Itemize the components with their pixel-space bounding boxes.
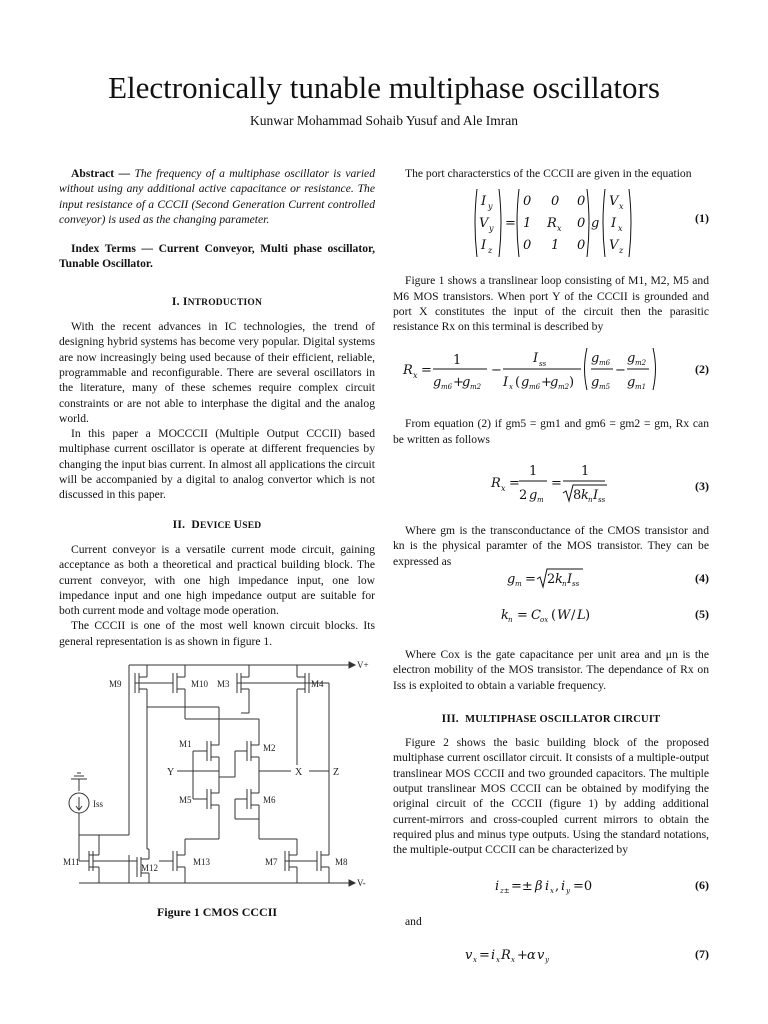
svg-text:0: 0 [523, 194, 532, 210]
svg-text:ss: ss [598, 496, 606, 505]
svg-text:+: + [541, 375, 552, 391]
index-terms: Index Terms — Current Conveyor, Multi phase oscillator, Tunable Oscillator. [59, 242, 375, 271]
and-text: and [405, 914, 422, 928]
svg-text:I: I [593, 488, 599, 504]
svg-text:g: g [627, 375, 636, 391]
svg-text:g: g [627, 351, 636, 367]
m10-label: M10 [191, 679, 209, 690]
svg-text:1: 1 [529, 464, 538, 480]
equation-5-formula [499, 601, 619, 627]
cox-paragraph: Where Cox is the gate capacitance per unit area and μn is the electron mobility of the MOS transistor. The dependance of Rx on Iss is exploited to obtain a variable frequency. [393, 647, 709, 692]
svg-text:2: 2 [519, 488, 528, 504]
equation-2 [393, 344, 709, 396]
svg-text:i: i [495, 878, 500, 894]
svg-text:n: n [508, 615, 513, 624]
svg-text:g: g [591, 351, 600, 367]
svg-text:m: m [537, 496, 544, 505]
m7-label: M7 [265, 857, 278, 868]
svg-text:): ) [585, 607, 591, 623]
svg-text:−: − [491, 363, 502, 379]
svg-text:=: = [517, 607, 528, 623]
y-label: Y [167, 767, 175, 779]
svg-text:m5: m5 [599, 383, 611, 392]
svg-text:m6: m6 [529, 383, 541, 392]
m2-label: M2 [263, 743, 276, 754]
svg-text:β: β [535, 878, 543, 894]
svg-text:V: V [609, 194, 619, 210]
svg-text:,: , [555, 878, 560, 894]
cmos-cccii-schematic [59, 659, 375, 895]
figure-1 [59, 659, 375, 920]
svg-text:n: n [588, 496, 593, 505]
m12-label: M12 [141, 863, 159, 874]
svg-text:=: = [551, 476, 562, 492]
svg-text:x: x [550, 886, 554, 895]
m1-label: M1 [179, 739, 192, 750]
svg-text:y: y [488, 202, 493, 212]
sec2-paragraph-1: Current conveyor is a versatile current mode circuit, gaining acceptance as both a theoretical and practical building block. The current conveyor, with one high impedance input, one low impedance input and one high impedance output are suitable for both current mode and voltage mode operation. [59, 542, 375, 618]
svg-text:=: = [509, 476, 520, 492]
svg-text:g: g [550, 375, 559, 391]
svg-text:I: I [503, 375, 509, 391]
equation-4 [393, 565, 709, 593]
translinear-loop-paragraph: Figure 1 shows a translinear loop consisting of M1, M2, M5 and M6 MOS transistors. When port Y of the CCCII is grounded and port X constitutes the input of the circuit then the parasitic resistance Rx on this terminal is described by [393, 274, 709, 334]
sec2-paragraph-2: The CCCII is one of the most well known circuit blocks. Its general representation is as shown in figure 1. [59, 619, 375, 648]
abstract-text: The frequency of a multiphase oscillator is varied without using any additional active capacitance or resistance. The input resistance of a CCCII (Second Generation Current controlled conveyor) is used as the changing parameter. [59, 167, 375, 226]
svg-text:R: R [501, 947, 511, 963]
svg-text:=±: =± [511, 878, 533, 894]
svg-text:/: / [571, 607, 576, 623]
svg-text:m1: m1 [635, 383, 647, 392]
svg-text:x: x [557, 224, 562, 234]
svg-text:V: V [479, 216, 489, 232]
svg-text:x: x [413, 371, 418, 381]
svg-text:I: I [481, 238, 487, 254]
svg-text:ss: ss [539, 360, 547, 369]
equation-5 [393, 601, 709, 629]
svg-text:I: I [567, 571, 573, 587]
equation-1-number: (1) [695, 211, 709, 226]
svg-text:+: + [453, 375, 464, 391]
svg-text:z±: z± [500, 886, 510, 895]
svg-text:I: I [533, 351, 539, 367]
svg-text:x: x [619, 202, 624, 212]
svg-text:g: g [521, 375, 530, 391]
svg-text:m2: m2 [635, 359, 647, 368]
equation-3-formula [489, 459, 639, 507]
svg-text:m: m [515, 579, 522, 588]
abstract-label: Abstract — [71, 167, 131, 180]
svg-text:=: = [525, 571, 536, 587]
equation-1-matrix [473, 185, 723, 261]
paper-title: Electronically tunable multiphase oscillators [108, 70, 660, 105]
svg-text:W: W [557, 607, 571, 623]
z-label: Z [333, 767, 340, 779]
svg-text:): ) [569, 375, 575, 391]
svg-text:v: v [537, 947, 545, 963]
iss-label: Iss [93, 799, 104, 810]
equation-2-number: (2) [695, 362, 709, 377]
equation-7-number: (7) [695, 946, 709, 961]
svg-text:R: R [491, 476, 501, 492]
svg-text:I: I [611, 216, 617, 232]
equation-6 [393, 872, 709, 900]
svg-text:(: ( [551, 607, 557, 623]
svg-text:k: k [581, 488, 589, 504]
svg-text:x: x [618, 224, 623, 234]
section-2-heading: II. DEVICE USED [172, 517, 262, 531]
svg-text:1: 1 [523, 216, 532, 232]
svg-text:=: = [505, 216, 516, 232]
svg-text:8: 8 [573, 488, 582, 504]
svg-text:L: L [577, 607, 586, 623]
svg-text:0: 0 [551, 194, 560, 210]
svg-text:x: x [511, 955, 515, 964]
m4-label: M4 [311, 679, 324, 690]
transconductance-paragraph: Where gm is the transconductance of the CMOS transistor and kn is the physical paramter of the MOS transistor. They can be expressed as [393, 524, 709, 568]
m13-label: M13 [193, 857, 211, 868]
svg-text:0: 0 [523, 238, 532, 254]
vminus-label: V- [357, 878, 366, 889]
m8-label: M8 [335, 857, 348, 868]
svg-text:n: n [562, 579, 567, 588]
m3-label: M3 [217, 679, 230, 690]
svg-text:R: R [403, 363, 413, 379]
sec1-paragraph-2: In this paper a MOCCCII (Multiple Output CCCII) based multiphase current oscillator is operate at different frequencies by changing the input bias current. In almost all applications the circuit will be accompanied by a digital to analog convertor which is not discussed in this paper. [59, 427, 375, 502]
svg-text:0: 0 [577, 194, 586, 210]
svg-text:m6: m6 [599, 359, 611, 368]
equation-3-number: (3) [695, 479, 709, 494]
m9-label: M9 [109, 679, 122, 690]
equation-7 [393, 941, 709, 969]
rx-derivation-paragraph: From equation (2) if gm5 = gm1 and gm6 = gm2 = gm, Rx can be written as follows [393, 417, 709, 446]
equation-3 [393, 459, 709, 509]
svg-text:0: 0 [577, 238, 586, 254]
svg-text:ox: ox [540, 615, 549, 624]
svg-text:1: 1 [551, 238, 560, 254]
svg-text:m2: m2 [558, 383, 570, 392]
vplus-label: V+ [357, 660, 369, 671]
svg-text:z: z [619, 246, 624, 256]
m6-label: M6 [263, 795, 276, 806]
svg-text:1: 1 [453, 353, 462, 369]
svg-text:x: x [501, 484, 506, 494]
svg-text:i: i [491, 947, 496, 963]
m5-label: M5 [179, 795, 192, 806]
svg-text:(: ( [515, 375, 521, 391]
svg-text:i: i [545, 878, 550, 894]
svg-text:1: 1 [581, 464, 590, 480]
svg-text:y: y [489, 224, 494, 234]
svg-text:g: g [507, 571, 516, 587]
svg-text:g: g [529, 488, 538, 504]
svg-text:m2: m2 [470, 383, 482, 392]
left-column [59, 166, 375, 920]
section-1-heading: I. INTRODUCTION [171, 294, 263, 308]
equation-7-formula [463, 941, 603, 967]
equation-5-number: (5) [695, 606, 709, 621]
svg-text:g: g [462, 375, 471, 391]
equation-6-formula [493, 872, 633, 898]
svg-text:x: x [509, 383, 513, 392]
svg-text:k: k [555, 571, 563, 587]
equation-1 [393, 181, 709, 257]
equation-4-number: (4) [695, 570, 709, 585]
m11-label: M11 [63, 857, 80, 868]
equation-2-formula [401, 344, 671, 394]
svg-text:i: i [561, 878, 566, 894]
svg-text:x: x [496, 955, 500, 964]
svg-text:k: k [501, 607, 509, 623]
svg-text:C: C [531, 607, 541, 623]
svg-text:g: g [591, 216, 600, 232]
svg-text:ss: ss [572, 579, 580, 588]
svg-text:g: g [433, 375, 442, 391]
svg-text:y: y [566, 886, 570, 895]
svg-text:2: 2 [547, 571, 556, 587]
svg-text:V: V [609, 238, 619, 254]
svg-text:R: R [547, 216, 557, 232]
x-label: X [295, 767, 303, 779]
svg-text:−: − [615, 363, 626, 379]
sec1-paragraph-1: With the recent advances in IC technologies, the trend of designing hybrid systems has become very popular. Digital systems are now increasingly being used because of their efficient, reliable, programmable and reconfigurable. There are several oscillators in the literature, many of these schemes require complex circuit constraints or are not able to interphase the digital and the analog world. [59, 320, 375, 425]
equation-6-number: (6) [695, 877, 709, 892]
right-column [393, 166, 709, 969]
svg-text:=: = [479, 947, 490, 963]
svg-text:v: v [465, 947, 473, 963]
paper-authors: Kunwar Mohammad Sohaib Yusuf and Ale Imran [250, 113, 518, 128]
svg-text:α: α [527, 947, 536, 963]
svg-text:y: y [545, 955, 549, 964]
svg-text:=0: =0 [573, 878, 593, 894]
svg-text:m6: m6 [441, 383, 453, 392]
abstract [59, 166, 375, 227]
svg-text:x: x [473, 955, 477, 964]
port-characteristics-paragraph: The port characterstics of the CCCII are given in the equation [405, 167, 692, 180]
svg-text:+: + [517, 947, 528, 963]
figure-1-caption: Figure 1 CMOS CCCII [156, 905, 278, 920]
section-3-heading: III. MULTIPHASE OSCILLATOR CIRCUIT [441, 711, 661, 725]
multiphase-paragraph: Figure 2 shows the basic building block of the proposed multiphase current oscillator circuit. It consists of a multiple-output translinear MOS CCCII and two grounded capacitors. The multiple output translinear MOS CCCII can be obtained by modifying the original circuit of the CCCII (figure 1) by adding additional current-mirrors and cross-coupled current mirrors to obtain the required plus and minus type outputs. Using the standard notations, the multiple-output CCCII can be characterized by [393, 736, 709, 857]
svg-text:I: I [481, 194, 487, 210]
svg-text:z: z [488, 246, 493, 256]
equation-4-formula [505, 565, 625, 591]
svg-text:g: g [591, 375, 600, 391]
svg-text:=: = [421, 363, 432, 379]
svg-text:0: 0 [577, 216, 586, 232]
